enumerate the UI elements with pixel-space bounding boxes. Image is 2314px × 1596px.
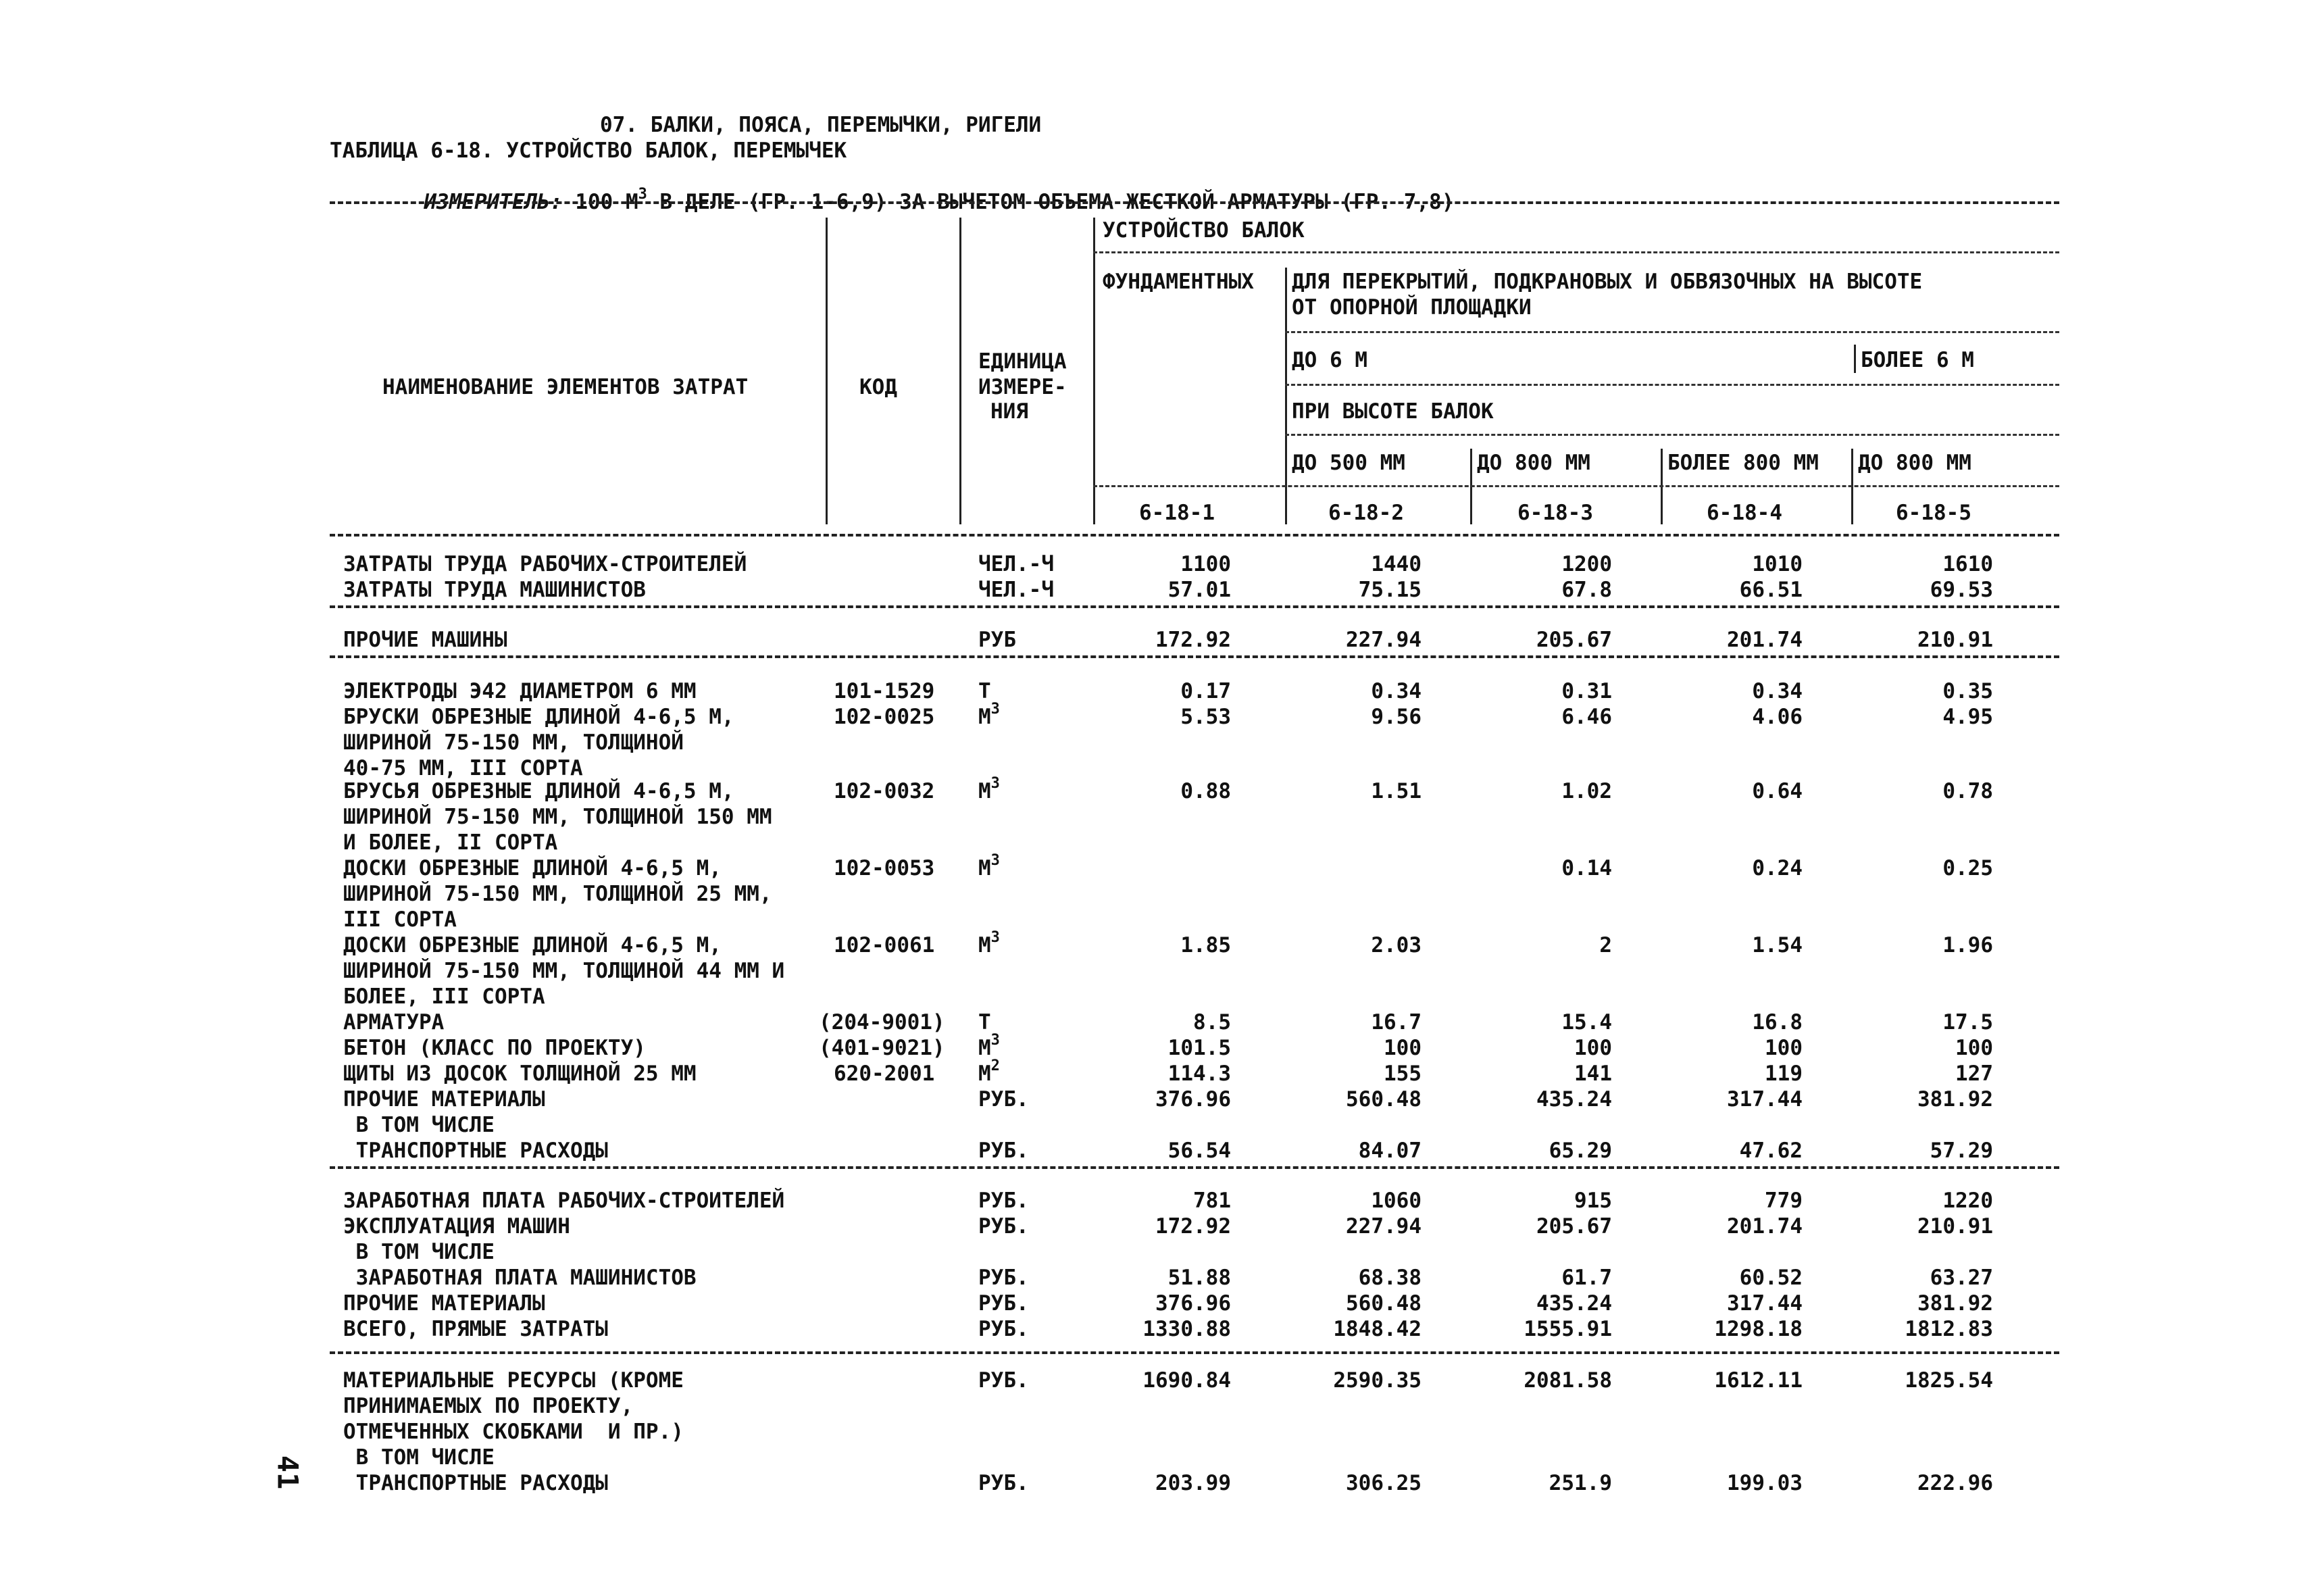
row-value: 9.56 [1371, 705, 1422, 729]
row-unit-text: РУБ [978, 628, 1016, 652]
row-value: 16.7 [1371, 1010, 1422, 1034]
row-value: 2590.35 [1333, 1368, 1422, 1393]
row-value: 381.92 [1917, 1087, 1993, 1112]
row-unit-text: РУБ. [978, 1189, 1029, 1213]
row-unit-text: Т [978, 679, 991, 703]
header-rule-4 [1285, 434, 2059, 436]
row-unit-text: РУБ. [978, 1087, 1029, 1112]
row-value: 0.88 [1180, 779, 1231, 803]
measure-line [399, 164, 1454, 215]
header-over6: БОЛЕЕ 6 М [1861, 348, 1974, 372]
row-value: 210.91 [1917, 1214, 1993, 1239]
row-code: 102-0032 [834, 779, 935, 803]
row-value: 68.38 [1358, 1266, 1422, 1290]
row-value: 1.85 [1180, 933, 1231, 957]
header-group: УСТРОЙСТВО БАЛОК [1103, 218, 1305, 243]
header-hover800: БОЛЕЕ 800 ММ [1667, 451, 1819, 475]
row-unit-text: РУБ. [978, 1291, 1029, 1316]
row-label: ПРОЧИЕ МАШИНЫ [343, 628, 507, 652]
row-value: 51.88 [1167, 1266, 1231, 1290]
row-label: ВСЕГО, ПРЯМЫЕ ЗАТРАТЫ [343, 1317, 608, 1341]
row-value: 435.24 [1536, 1087, 1612, 1112]
row-value: 172.92 [1155, 628, 1231, 652]
row-code: 620-2001 [834, 1062, 935, 1086]
row-label: ЩИТЫ ИЗ ДОСОК ТОЛЩИНОЙ 25 ММ [343, 1062, 697, 1086]
row-value: 2 [1599, 933, 1612, 957]
header-beam-height: ПРИ ВЫСОТЕ БАЛОК [1292, 399, 1494, 424]
row-unit-sup: 2 [990, 1057, 1000, 1074]
row-value: 4.95 [1942, 705, 1993, 729]
row-unit-text: М [978, 705, 991, 729]
row-value: 560.48 [1346, 1291, 1422, 1316]
row-unit [978, 1087, 1029, 1112]
header-rule-1 [1093, 251, 2059, 253]
row-label: ЗАТРАТЫ ТРУДА МАШИНИСТОВ [343, 578, 646, 602]
row-unit-text: Т [978, 1010, 991, 1034]
col-divider-code [959, 218, 961, 524]
row-unit [978, 1138, 1029, 1164]
header-name: НАИМЕНОВАНИЕ ЭЛЕМЕНТОВ ЗАТРАТ [382, 375, 749, 399]
row-value: 1812.83 [1905, 1317, 1993, 1341]
row-value: 0.34 [1371, 679, 1422, 703]
row-value: 0.78 [1942, 779, 1993, 803]
row-value: 61.7 [1561, 1266, 1612, 1290]
row-value: 17.5 [1942, 1010, 1993, 1034]
header-h500: ДО 500 ММ [1292, 451, 1405, 475]
row-unit-sup: 3 [990, 928, 1000, 946]
row-value: 435.24 [1536, 1291, 1612, 1316]
row-value: 1220 [1942, 1189, 1993, 1213]
row-label: 40-75 ММ, III СОРТА [343, 756, 583, 780]
row-value: 1825.54 [1905, 1368, 1993, 1393]
row-value: 306.25 [1346, 1471, 1422, 1495]
row-value: 1.02 [1561, 779, 1612, 803]
row-label: ТРАНСПОРТНЫЕ РАСХОДЫ [343, 1471, 608, 1495]
measure-text: В ДЕЛЕ (ГР. 1-6,9) ЗА ВЫЧЕТОМ ОБЪЕМА ЖЕСТКОЙ АРМАТУРЫ (ГР. 7,8) [647, 190, 1455, 214]
row-label: ШИРИНОЙ 75-150 ММ, ТОЛЩИНОЙ 25 ММ, [343, 882, 772, 906]
row-value: 201.74 [1727, 628, 1803, 652]
row-value: 127 [1955, 1062, 1993, 1086]
row-value: 317.44 [1727, 1087, 1803, 1112]
row-value: 0.64 [1752, 779, 1803, 803]
header-top-rule [330, 201, 2059, 204]
row-unit [978, 1316, 1029, 1342]
row-value: 4.06 [1752, 705, 1803, 729]
row-value: 47.62 [1739, 1139, 1803, 1163]
row-code: (401-9021) [819, 1036, 945, 1060]
row-unit-text: РУБ. [978, 1139, 1029, 1163]
col-code-1: 6-18-1 [1139, 501, 1215, 525]
row-value: 2081.58 [1524, 1368, 1612, 1393]
row-label: АРМАТУРА [343, 1010, 445, 1034]
row-unit [978, 700, 1000, 730]
header-foundation: ФУНДАМЕНТНЫХ [1103, 270, 1254, 294]
page-number: 41 [271, 1455, 305, 1490]
row-unit-text: М [978, 1062, 991, 1086]
header-upto6: ДО 6 М [1292, 348, 1367, 372]
row-unit [978, 1188, 1029, 1214]
row-value: 915 [1574, 1189, 1612, 1213]
row-value: 100 [1384, 1036, 1422, 1060]
row-value: 227.94 [1346, 1214, 1422, 1239]
row-code: 102-0053 [834, 856, 935, 880]
row-value: 1298.18 [1714, 1317, 1803, 1341]
row-value: 205.67 [1536, 628, 1612, 652]
row-value: 251.9 [1549, 1471, 1612, 1495]
row-unit-text: РУБ. [978, 1368, 1029, 1393]
header-rule-3 [1285, 384, 2059, 386]
measure-label: ИЗМЕРИТЕЛЬ: [424, 190, 563, 214]
row-value: 0.14 [1561, 856, 1612, 880]
row-label: ЗАРАБОТНАЯ ПЛАТА РАБОЧИХ-СТРОИТЕЛЕЙ [343, 1189, 785, 1213]
row-value: 16.8 [1752, 1010, 1803, 1034]
row-unit [978, 551, 1054, 577]
row-label: ЭЛЕКТРОДЫ Э42 ДИАМЕТРОМ 6 ММ [343, 679, 697, 703]
header-h800b: ДО 800 ММ [1858, 451, 1971, 475]
row-value: 2.03 [1371, 933, 1422, 957]
row-value: 56.54 [1167, 1139, 1231, 1163]
row-value: 65.29 [1549, 1139, 1612, 1163]
row-value: 0.24 [1752, 856, 1803, 880]
row-value: 101.5 [1167, 1036, 1231, 1060]
row-value: 779 [1765, 1189, 1803, 1213]
row-label: БРУСЬЯ ОБРЕЗНЫЕ ДЛИНОЙ 4-6,5 М, [343, 779, 734, 803]
col-code-5: 6-18-5 [1896, 501, 1971, 525]
row-value: 1100 [1180, 552, 1231, 576]
row-value: 1060 [1371, 1189, 1422, 1213]
row-value: 376.96 [1155, 1291, 1231, 1316]
row-label: ОТМЕЧЕННЫХ СКОБКАМИ И ПР.) [343, 1420, 684, 1444]
row-value: 199.03 [1727, 1471, 1803, 1495]
row-unit-sup: 3 [990, 1031, 1000, 1049]
row-value: 172.92 [1155, 1214, 1231, 1239]
row-unit-sup: 3 [990, 774, 1000, 792]
row-label: МАТЕРИАЛЬНЫЕ РЕСУРСЫ (КРОМЕ [343, 1368, 684, 1393]
row-label: ШИРИНОЙ 75-150 ММ, ТОЛЩИНОЙ 150 ММ [343, 805, 772, 829]
row-value: 57.29 [1930, 1139, 1993, 1163]
row-unit-text: М [978, 1036, 991, 1060]
row-label: ШИРИНОЙ 75-150 ММ, ТОЛЩИНОЙ 44 ММ И [343, 959, 785, 983]
row-label: В ТОМ ЧИСЛЕ [343, 1240, 495, 1264]
row-value: 1.96 [1942, 933, 1993, 957]
row-value: 141 [1574, 1062, 1612, 1086]
section-rule [330, 655, 2059, 658]
row-value: 100 [1765, 1036, 1803, 1060]
header-code: КОД [859, 375, 897, 399]
row-value: 227.94 [1346, 628, 1422, 652]
row-value: 222.96 [1917, 1471, 1993, 1495]
row-value: 203.99 [1155, 1471, 1231, 1495]
row-label: ЗАРАБОТНАЯ ПЛАТА МАШИНИСТОВ [343, 1266, 697, 1290]
row-value: 84.07 [1358, 1139, 1422, 1163]
row-value: 8.5 [1193, 1010, 1231, 1034]
header-floors-2: ОТ ОПОРНОЙ ПЛОЩАДКИ [1292, 295, 1532, 320]
section-rule [330, 1351, 2059, 1354]
row-unit-text: РУБ. [978, 1317, 1029, 1341]
row-unit-text: РУБ. [978, 1266, 1029, 1290]
row-value: 155 [1384, 1062, 1422, 1086]
row-label: В ТОМ ЧИСЛЕ [343, 1445, 495, 1470]
row-unit [978, 627, 1016, 653]
row-unit-text: ЧЕЛ.-Ч [978, 552, 1054, 576]
row-label: ЭКСПЛУАТАЦИЯ МАШИН [343, 1214, 570, 1239]
row-unit [978, 928, 1000, 958]
row-value: 1612.11 [1714, 1368, 1803, 1393]
row-value: 63.27 [1930, 1266, 1993, 1290]
row-value: 0.35 [1942, 679, 1993, 703]
row-value: 0.17 [1180, 679, 1231, 703]
row-unit-text: М [978, 933, 991, 957]
row-value: 1.54 [1752, 933, 1803, 957]
header-rule-5 [1093, 485, 2059, 487]
row-value: 0.25 [1942, 856, 1993, 880]
col-code-2: 6-18-2 [1328, 501, 1404, 525]
row-unit [978, 1057, 1000, 1087]
row-code: 101-1529 [834, 679, 935, 703]
row-value: 781 [1193, 1189, 1231, 1213]
row-value: 0.34 [1752, 679, 1803, 703]
row-value: 1200 [1561, 552, 1612, 576]
row-value: 1555.91 [1524, 1317, 1612, 1341]
section-rule [330, 605, 2059, 608]
row-unit-sup: 3 [990, 851, 1000, 869]
row-label: III СОРТА [343, 907, 457, 932]
row-label: ПРОЧИЕ МАТЕРИАЛЫ [343, 1087, 545, 1112]
row-value: 381.92 [1917, 1291, 1993, 1316]
row-label: БОЛЕЕ, III СОРТА [343, 984, 545, 1009]
row-value: 1010 [1752, 552, 1803, 576]
row-value: 114.3 [1167, 1062, 1231, 1086]
row-label: ДОСКИ ОБРЕЗНЫЕ ДЛИНОЙ 4-6,5 М, [343, 856, 722, 880]
row-unit [978, 1214, 1029, 1239]
row-value: 1848.42 [1333, 1317, 1422, 1341]
row-unit [978, 577, 1054, 603]
row-value: 100 [1955, 1036, 1993, 1060]
row-unit [978, 1470, 1029, 1496]
row-code: 102-0061 [834, 933, 935, 957]
row-value: 119 [1765, 1062, 1803, 1086]
row-unit-text: РУБ. [978, 1214, 1029, 1239]
header-unit-2: ИЗМЕРЕ- [978, 375, 1067, 399]
row-label: ПРИНИМАЕМЫХ ПО ПРОЕКТУ, [343, 1394, 634, 1418]
row-value: 57.01 [1167, 578, 1231, 602]
row-unit [978, 851, 1000, 881]
row-label: ПРОЧИЕ МАТЕРИАЛЫ [343, 1291, 545, 1316]
row-unit [978, 774, 1000, 804]
header-h800: ДО 800 ММ [1477, 451, 1590, 475]
row-unit-text: ЧЕЛ.-Ч [978, 578, 1054, 602]
row-value: 6.46 [1561, 705, 1612, 729]
row-unit [978, 678, 991, 704]
row-value: 210.91 [1917, 628, 1993, 652]
row-value: 201.74 [1727, 1214, 1803, 1239]
row-unit [978, 1368, 1029, 1393]
row-value: 1.51 [1371, 779, 1422, 803]
row-value: 67.8 [1561, 578, 1612, 602]
row-label: БРУСКИ ОБРЕЗНЫЕ ДЛИНОЙ 4-6,5 М, [343, 705, 734, 729]
row-unit [978, 1009, 991, 1035]
row-value: 69.53 [1930, 578, 1993, 602]
row-code: (204-9001) [819, 1010, 945, 1034]
row-unit-text: М [978, 779, 991, 803]
table-title: ТАБЛИЦА 6-18. УСТРОЙСТВО БАЛОК, ПЕРЕМЫЧЕК [330, 139, 847, 163]
header-unit-3: НИЯ [990, 399, 1028, 424]
row-label: ДОСКИ ОБРЕЗНЫЕ ДЛИНОЙ 4-6,5 М, [343, 933, 722, 957]
section-title: 07. БАЛКИ, ПОЯСА, ПЕРЕМЫЧКИ, РИГЕЛИ [600, 113, 1042, 137]
row-label: В ТОМ ЧИСЛЕ [343, 1113, 495, 1137]
row-unit-text: М [978, 856, 991, 880]
header-unit-1: ЕДИНИЦА [978, 349, 1067, 374]
row-value: 0.31 [1561, 679, 1612, 703]
row-value: 66.51 [1739, 578, 1803, 602]
row-value: 376.96 [1155, 1087, 1231, 1112]
row-value: 75.15 [1358, 578, 1422, 602]
row-value: 1440 [1371, 552, 1422, 576]
row-unit [978, 1291, 1029, 1316]
col-code-3: 6-18-3 [1517, 501, 1593, 525]
row-label: ЗАТРАТЫ ТРУДА РАБОЧИХ-СТРОИТЕЛЕЙ [343, 552, 747, 576]
row-value: 1610 [1942, 552, 1993, 576]
header-bottom-rule [330, 534, 2059, 537]
row-value: 15.4 [1561, 1010, 1612, 1034]
measure-unit-sup: 3 [638, 185, 647, 203]
row-label: ТРАНСПОРТНЫЕ РАСХОДЫ [343, 1139, 608, 1163]
col-divider-name [826, 218, 828, 524]
row-unit-text: РУБ. [978, 1471, 1029, 1495]
col-divider-over6 [1854, 345, 1856, 373]
row-value: 60.52 [1739, 1266, 1803, 1290]
section-rule [330, 1166, 2059, 1169]
row-code: 102-0025 [834, 705, 935, 729]
row-label: ШИРИНОЙ 75-150 ММ, ТОЛЩИНОЙ [343, 730, 684, 755]
row-label: БЕТОН (КЛАСС ПО ПРОЕКТУ) [343, 1036, 646, 1060]
row-unit-sup: 3 [990, 700, 1000, 718]
row-label: И БОЛЕЕ, II СОРТА [343, 830, 558, 855]
row-value: 1330.88 [1142, 1317, 1231, 1341]
row-unit [978, 1265, 1029, 1291]
col-divider-unit [1093, 218, 1095, 524]
header-rule-2 [1285, 331, 2059, 333]
row-value: 317.44 [1727, 1291, 1803, 1316]
row-value: 560.48 [1346, 1087, 1422, 1112]
measure-unit: 100 М [575, 190, 638, 214]
col-code-4: 6-18-4 [1707, 501, 1782, 525]
row-value: 205.67 [1536, 1214, 1612, 1239]
row-value: 5.53 [1180, 705, 1231, 729]
row-value: 1690.84 [1142, 1368, 1231, 1393]
row-value: 100 [1574, 1036, 1612, 1060]
header-floors-1: ДЛЯ ПЕРЕКРЫТИЙ, ПОДКРАНОВЫХ И ОБВЯЗОЧНЫХ НА ВЫСОТЕ [1292, 270, 1923, 294]
